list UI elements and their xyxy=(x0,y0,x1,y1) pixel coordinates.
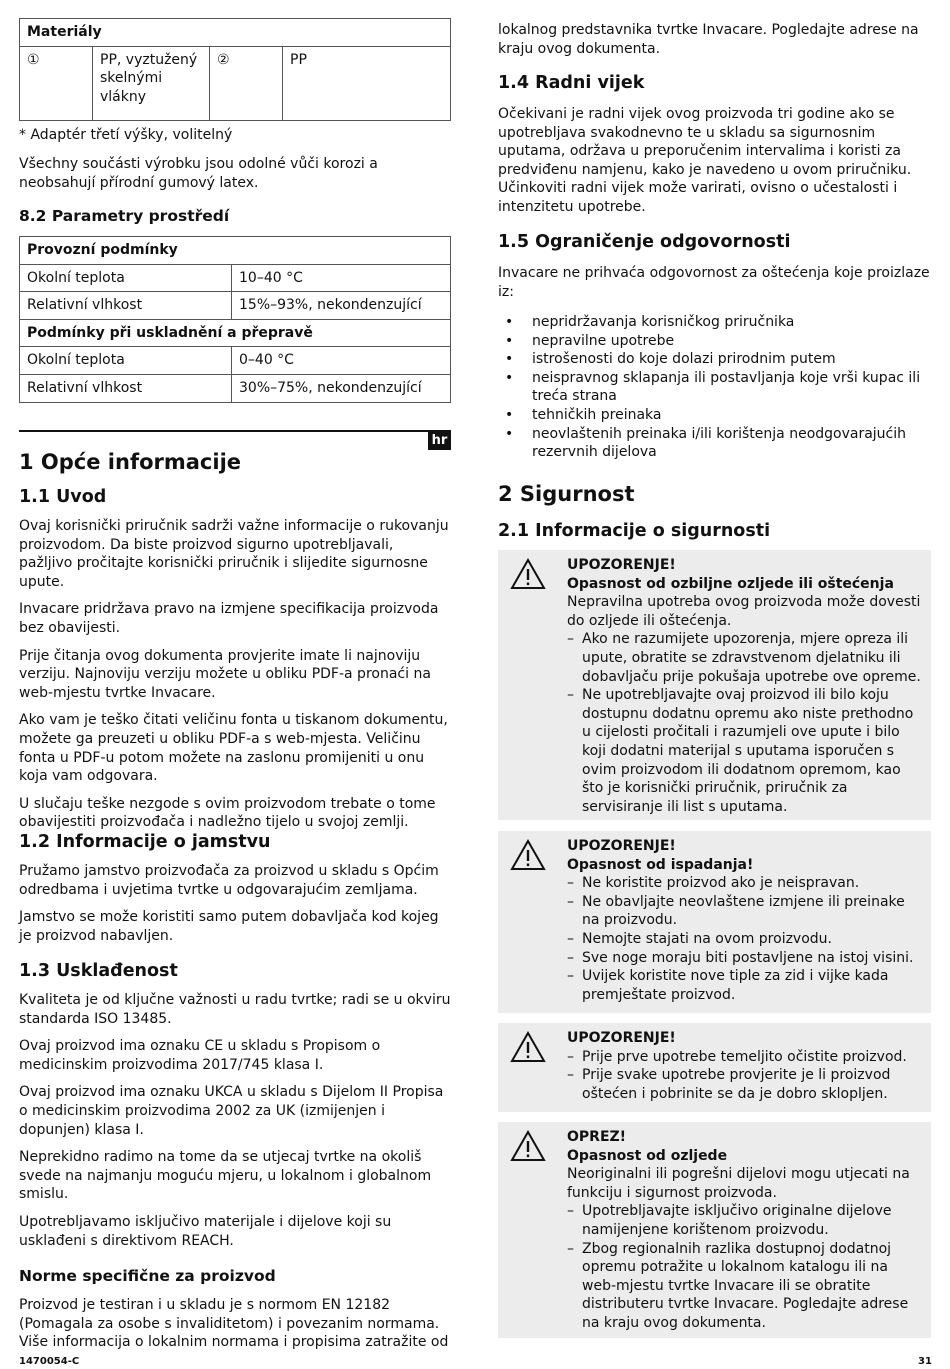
list-item: • tehničkih preinaka xyxy=(498,406,931,425)
operating-header: Provozní podmínky xyxy=(20,237,451,265)
footer-doc-id: 1470054-C xyxy=(19,1356,80,1367)
env-label: Okolní teplota xyxy=(20,347,232,375)
warning-item: – Prije svake upotrebe provjerite je li proizvod oštećen i pobrinite se da je dobro sklopljen. xyxy=(567,1066,925,1103)
warning-triangle-icon xyxy=(510,1130,546,1162)
continuation-para: lokalnog predstavnika tvrtke Invacare. Pogledajte adrese na kraju ovog dokumenta. xyxy=(498,22,919,57)
intro-para: Invacare pridržava pravo na izmjene specifikacija proizvoda bez obavijesti. xyxy=(19,601,439,636)
warning-item: – Uvijek koristite nove tiple za zid i vijke kada premještate proizvod. xyxy=(567,967,925,1004)
warning-triangle-icon xyxy=(510,558,546,590)
intro-para: Prije čitanja ovog dokumenta provjerite imate li najnoviju verziju. Najnoviju verziju možete u obliku PDF-a pronaći na web-mjestu tvrtke Invacare. xyxy=(19,647,431,701)
warning-label: UPOZORENJE! xyxy=(567,1030,676,1046)
warning-subtitle: Opasnost od ispadanja! xyxy=(567,856,754,873)
warranty-para: Pružamo jamstvo proizvođača za proizvod u skladu s Općim odredbama i uvjetima tvrtke u odgovarajućim zemljama. xyxy=(19,863,439,898)
caution-subtitle: Opasnost od ozljede xyxy=(567,1147,728,1164)
warning-box xyxy=(498,1023,931,1112)
liability-intro: Invacare ne prihvaća odgovornost za oštećenja koje proizlaze iz: xyxy=(498,265,930,300)
compliance-para: Ovaj proizvod ima oznaku CE u skladu s Propisom o medicinskim proizvodima 2017/745 klasa I. xyxy=(19,1038,381,1073)
compliance-para: Neprekidno radimo na tome da se utjecaj tvrtke na okoliš svede na najmanju moguću mjeru, u lokalnom i globalnom smislu. xyxy=(19,1149,432,1203)
list-item: • istrošenosti do koje dolazi prirodnim putem xyxy=(498,350,931,369)
warning-item: – Sve noge moraju biti postavljene na istoj visini. xyxy=(567,949,925,968)
list-item: • neovlaštenih preinaka i/ili korištenja neodgovarajućih rezervnih dijelova xyxy=(498,425,931,462)
compliance-para: Ovaj proizvod ima oznaku UKCA u skladu s Dijelom II Propisa o medicinskim proizvodima 2002 za UK (izmijenjen i dopunjen) klasa I. xyxy=(19,1084,444,1138)
materials-cell: ② xyxy=(210,46,283,120)
caution-box xyxy=(498,1122,931,1338)
footer-page-number: 31 xyxy=(918,1356,932,1367)
env-value: 10–40 °C xyxy=(232,264,451,292)
h-intro: 1.1 Uvod xyxy=(19,487,107,507)
warning-text: Nepravilna upotreba ovog proizvoda može dovesti do ozljede ili oštećenja. xyxy=(567,594,921,629)
storage-header: Podmínky při uskladnění a přepravě xyxy=(20,319,451,347)
warning-item: – Ako ne razumijete upozorenja, mjere opreza ili upute, obratite se zdravstvenom djelatniku ili dobavljaču prije pokušaja upotrebe ove opreme. xyxy=(567,630,925,686)
compliance-para: Kvaliteta je od ključne važnosti u radu tvrtke; radi se u okviru standarda ISO 13485. xyxy=(19,992,451,1027)
lifetime-para: Očekivani je radni vijek ovog proizvoda tri godine ako se upotrebljava svakodnevno te u skladu sa sigurnosnim uputama, održava u preporučenim intervalima i koristi za predviđenu namjenu, kako je navedeno u ovom priručniku. Učinkoviti radni vijek može varirati, ovisno o učestalosti i intenzitetu upotrebe. xyxy=(498,106,912,215)
intro-para: U slučaju teške nezgode s ovim proizvodom trebate o tome obavijestiti proizvođača i nadležno tijelo u svojoj zemlji. xyxy=(19,795,436,831)
h1-general: 1 Opće informacije xyxy=(19,450,242,474)
warning-subtitle: Opasnost od ozbiljne ozljede ili oštećenja xyxy=(567,575,894,592)
warranty-para: Jamstvo se može koristiti samo putem dobavljača kod kojeg je proizvod nabavljen. xyxy=(19,909,439,944)
warning-item: – Ne upotrebljavajte ovaj proizvod ili bilo koju dostupnu dodatnu opremu ako niste prethodno u cijelosti pročitali i razumjeli ove upute i bilo koji dodatni materijal s uputama isporučen s ovim proizvodom ili dodatnom opremom, kao što je korisnički priručnik, priručnik za servisiranje ili list s uputama. xyxy=(567,686,925,816)
h-safety: 2 Sigurnost xyxy=(498,482,635,506)
environment-table xyxy=(19,236,451,403)
env-label: Relativní vlhkost xyxy=(20,292,232,320)
warning-label: UPOZORENJE! xyxy=(567,838,676,854)
env-label: Okolní teplota xyxy=(20,264,232,292)
warning-triangle-icon xyxy=(510,839,546,871)
adapter-note: * Adaptér třetí výšky, volitelný xyxy=(19,127,233,143)
list-item: • neispravnog sklapanja ili postavljanja koje vrši kupac ili treća strana xyxy=(498,369,931,406)
intro-para: Ovaj korisnički priručnik sadrži važne informacije o rukovanju proizvodom. Da biste proizvod sigurno upotrebljavali, pažljivo pročitajte korisnički priručnik i slijedite sigurnosne upute. xyxy=(19,518,449,590)
env-value: 30%–75%, nekondenzující xyxy=(232,374,451,402)
h-liability: 1.5 Ograničenje odgovornosti xyxy=(498,232,791,252)
env-value: 0–40 °C xyxy=(232,347,451,375)
liability-list xyxy=(498,313,931,462)
warning-triangle-icon xyxy=(510,1031,546,1063)
env-heading: 8.2 Parametry prostředí xyxy=(19,207,230,225)
section-rule xyxy=(19,430,451,432)
warning-item: – Prije prve upotrebe temeljito očistite proizvod. xyxy=(567,1048,925,1067)
compliance-section xyxy=(19,991,451,1259)
intro-para: Ako vam je teško čitati veličinu fonta u tiskanom dokumentu, možete ga preuzeti u obliku PDF-a s web-mjesta. Veličinu fonta u PDF-u potom možete na zaslonu promijeniti u onu koja vam odgovara. xyxy=(19,712,448,785)
list-item: • nepridržavanja korisničkog priručnika xyxy=(498,313,931,332)
caution-label: OPREZ! xyxy=(567,1129,627,1145)
env-label: Relativní vlhkost xyxy=(20,374,232,402)
intro-section xyxy=(19,517,451,841)
warranty-section xyxy=(19,862,451,954)
compliance-para: Upotrebljavamo isključivo materijale i dijelove koji su usklađeni s direktivom REACH. xyxy=(19,1213,392,1249)
h-warranty: 1.2 Informacije o jamstvu xyxy=(19,832,271,852)
warning-item: – Nemojte stajati na ovom proizvodu. xyxy=(567,930,925,949)
h-safety-info: 2.1 Informacije o sigurnosti xyxy=(498,521,771,541)
list-item: • nepravilne upotrebe xyxy=(498,332,931,351)
caution-text: Neoriginalni ili pogrešni dijelovi mogu utjecati na funkciju i sigurnost proizvoda. xyxy=(567,1166,910,1201)
caution-item: – Upotrebljavajte isključivo originalne dijelove namijenjene korištenom proizvodu. xyxy=(567,1202,925,1239)
h-norms: Norme specifične za proizvod xyxy=(19,1267,276,1285)
warning-item: – Ne koristite proizvod ako je neispravan. xyxy=(567,874,925,893)
materials-table-header: Materiály xyxy=(20,19,451,47)
materials-table xyxy=(19,18,451,121)
materials-cell: ① xyxy=(20,46,93,120)
caution-item: – Zbog regionalnih razlika dostupnoj dodatnoj opremu potražite u lokalnom katalogu ili na web-mjestu tvrtke Invacare ili se obratite distributeru tvrtke Invacare. Pogledajte adrese na kraju ovog dokumenta. xyxy=(567,1240,925,1333)
norms-para: Proizvod je testiran i u skladu je s normom EN 12182 (Pomagala za osobe s invaliditetom) i povezanim normama. Više informacija o lokalnim normama i propisima zatražite od xyxy=(19,1297,449,1351)
materials-cell: PP xyxy=(283,46,451,120)
materials-cell: PP, vyztužený skelnými vlákny xyxy=(93,46,210,120)
latex-note: Všechny součásti výrobku jsou odolné vůči korozi a neobsahují přírodní gumový latex. xyxy=(19,156,378,191)
h-compliance: 1.3 Usklađenost xyxy=(19,961,178,981)
warning-item: – Ne obavljajte neovlaštene izmjene ili preinake na proizvodu. xyxy=(567,893,925,930)
warning-label: UPOZORENJE! xyxy=(567,557,676,573)
env-value: 15%–93%, nekondenzující xyxy=(232,292,451,320)
language-badge: hr xyxy=(428,431,451,450)
h-lifetime: 1.4 Radni vijek xyxy=(498,73,645,93)
warning-box xyxy=(498,550,931,820)
warning-box xyxy=(498,831,931,1013)
